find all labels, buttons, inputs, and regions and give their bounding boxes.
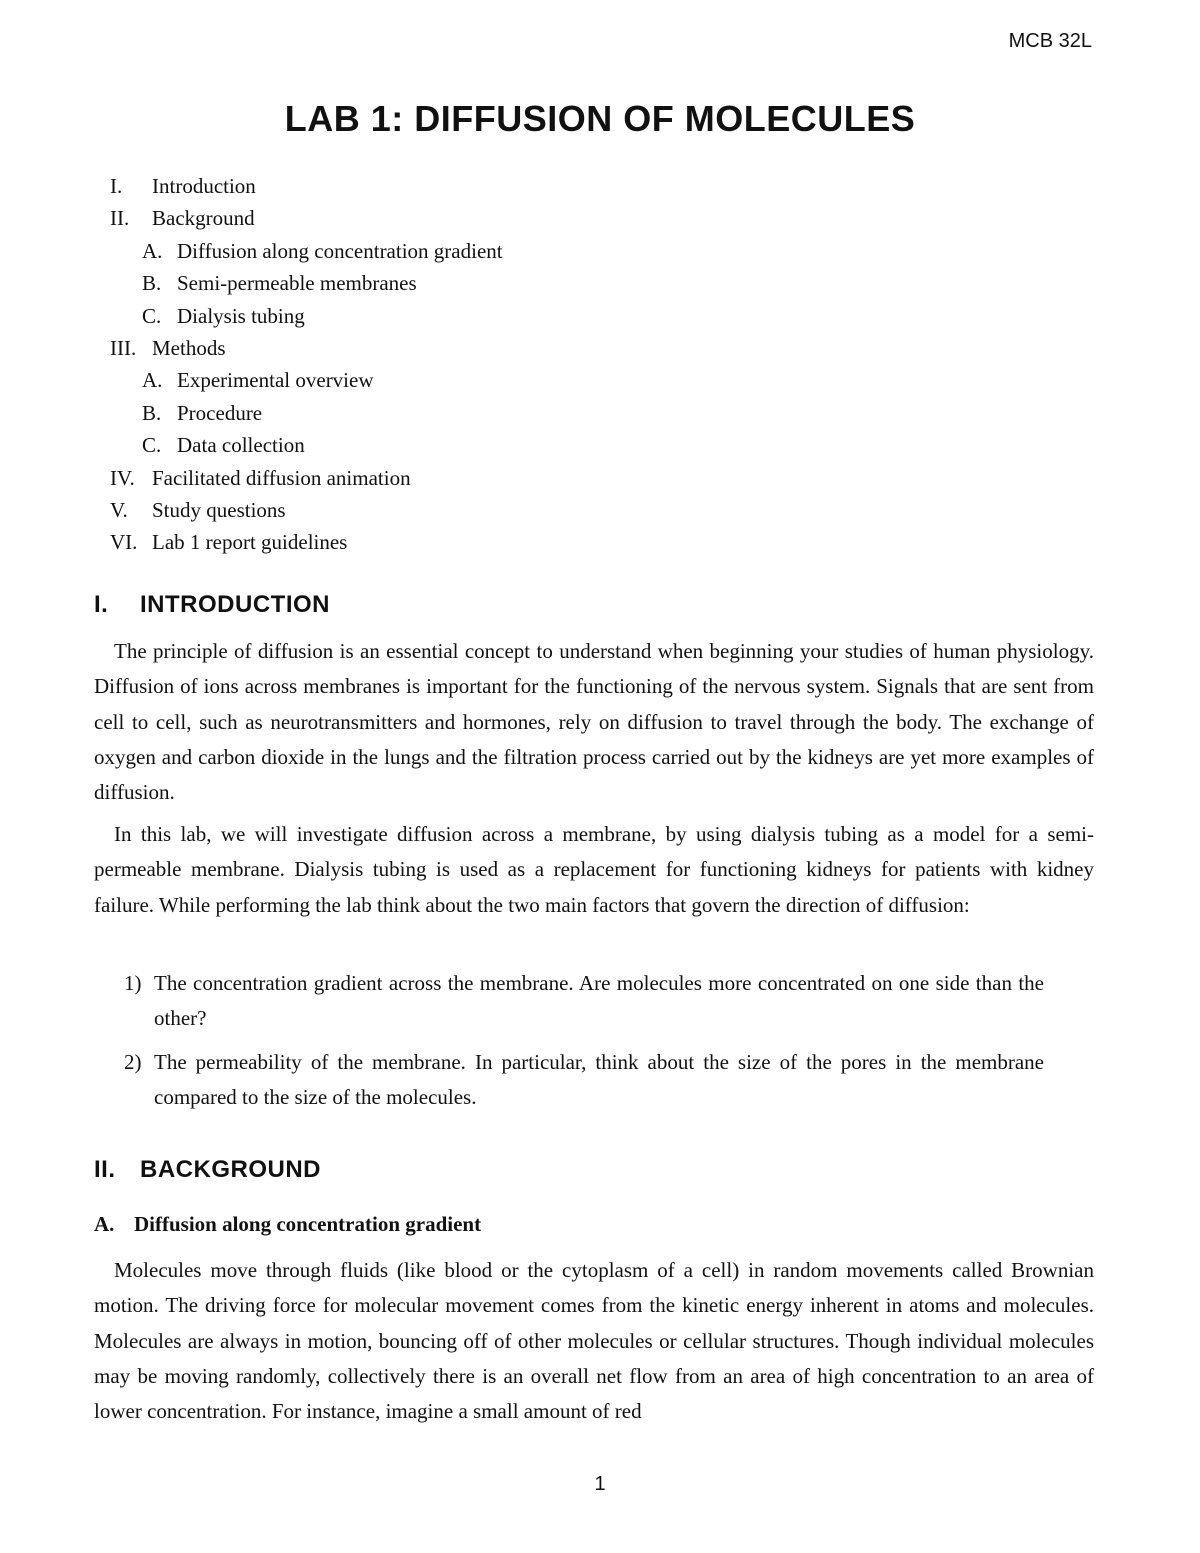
section-number: II. [94,1156,116,1183]
table-of-contents [110,170,503,559]
toc-item-report-guidelines [110,526,503,558]
toc-item-label: Methods [152,336,226,361]
toc-item-label: Facilitated diffusion animation [152,465,411,490]
toc-subitem-semi-permeable [110,267,503,299]
toc-item-number: I. [110,174,123,198]
toc-item-number: A. [142,368,163,393]
subsection-heading-diffusion-gradient [94,1212,481,1237]
toc-item-label: Semi-permeable membranes [177,271,417,296]
toc-item-number: C. [142,433,162,458]
toc-item-number: IV. [110,465,135,490]
toc-item-methods [110,332,503,364]
section-number: I. [94,591,109,618]
toc-item-label: Dialysis tubing [177,303,305,328]
toc-item-study-questions [110,494,503,526]
introduction-heading [94,591,330,619]
toc-item-label: Experimental overview [177,368,374,393]
toc-item-number: A. [142,238,163,263]
toc-subitem-diffusion-gradient [110,235,503,267]
toc-item-label: Data collection [177,433,305,458]
toc-item-animation [110,462,503,494]
list-item [124,966,1044,1037]
toc-item-number: C. [142,303,162,328]
list-marker: 2) [124,1049,142,1074]
page-number: 1 [594,1473,606,1495]
toc-item-number: II. [110,206,130,231]
toc-item-label: Introduction [152,174,256,198]
introduction-paragraph-2: In this lab, we will investigate diffusion across a membrane, by using dialysis tubing as a model for a semi-permeable membrane. Dialysis tubing is used as a replacement for functioning kidneys for patients with kidney failure. While performing the lab think about the two main factors that govern the direction of diffusion: [94,822,1094,917]
course-code: MCB 32L [1008,30,1092,52]
background-heading [94,1156,321,1184]
subsection-title: Diffusion along concentration gradient [134,1212,482,1236]
toc-item-label: Procedure [177,400,263,425]
toc-item-number: III. [110,336,137,361]
toc-subitem-dialysis-tubing [110,300,503,332]
toc-item-number: VI. [110,530,138,555]
background-paragraph-1: Molecules move through fluids (like blood or the cytoplasm of a cell) in random movements called Brownian motion. The driving force for molecular movement comes from the kinetic energy inherent in atoms and molecules. Molecules are always in motion, bouncing off of other molecules or cellular structures. Though individual molecules may be moving randomly, collectively there is an overall net flow from an area of high concentration to an area of lower concentration. For instance, imagine a small amount of red [94,1258,1094,1424]
toc-subitem-experimental-overview [110,364,503,396]
toc-item-label: Background [152,206,255,231]
list-item-text: The permeability of the membrane. In particular, think about the size of the pores in the membrane compared to the size of the molecules. [154,1049,1044,1109]
list-item-text: The concentration gradient across the membrane. Are molecules more concentrated on one side than the other? [154,971,1044,1031]
list-item [124,1045,1044,1116]
section-title: INTRODUCTION [140,591,330,618]
toc-item-number: B. [142,400,162,425]
subsection-number: A. [94,1212,115,1236]
page-title: LAB 1: DIFFUSION OF MOLECULES [284,98,916,139]
introduction-paragraph-1: The principle of diffusion is an essential concept to understand when beginning your studies of human physiology. Diffusion of ions across membranes is important for the functioning of the nervous system. Signals that are sent from cell to cell, such as neurotransmitters and hormones, rely on diffusion to travel through the body. The exchange of oxygen and carbon dioxide in the lungs and the filtration process carried out by the kidneys are yet more examples of diffusion. [94,639,1094,805]
toc-item-label: Diffusion along concentration gradient [177,238,503,263]
toc-item-number: V. [110,498,128,523]
toc-item-label: Lab 1 report guidelines [152,530,348,555]
toc-item-background [110,202,503,234]
toc-item-introduction [110,170,503,202]
diffusion-factors-list [124,966,1044,1123]
toc-subitem-procedure [110,397,503,429]
toc-item-number: B. [142,271,162,296]
section-title: BACKGROUND [140,1156,321,1183]
toc-subitem-data-collection [110,429,503,461]
list-marker: 1) [124,971,142,995]
toc-item-label: Study questions [152,498,286,523]
